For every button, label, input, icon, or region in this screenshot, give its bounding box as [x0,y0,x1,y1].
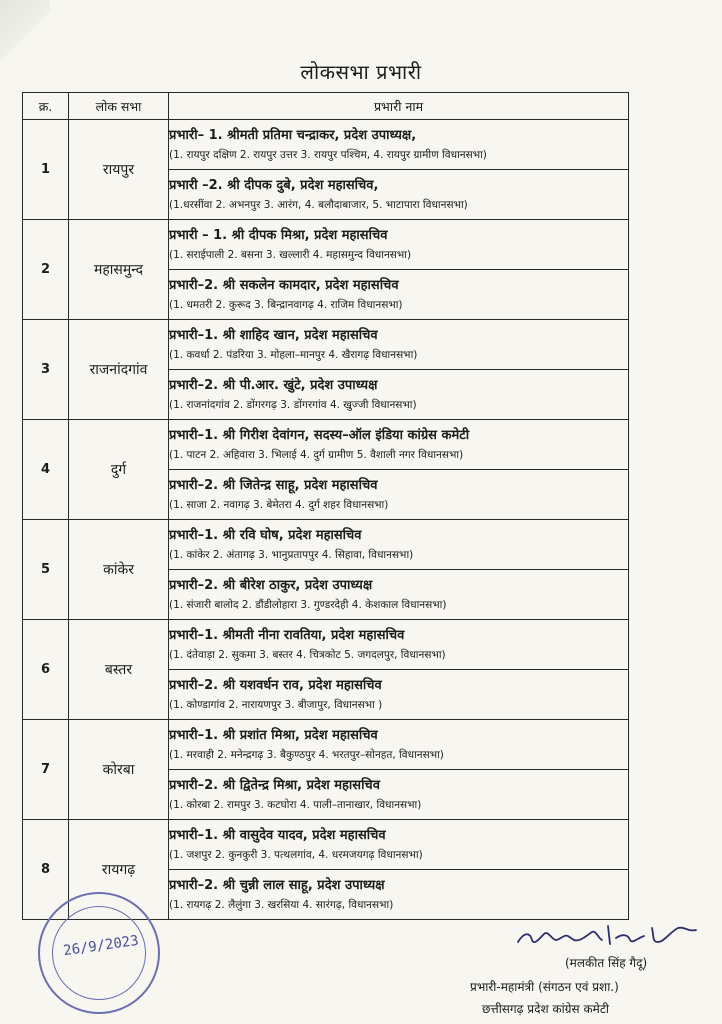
incharge-person: प्रभारी –2. श्री दीपक दुबे, प्रदेश महासचिव, [169,177,379,193]
incharge-person: प्रभारी – 1. श्री दीपक मिश्रा, प्रदेश महासचिव [169,227,388,243]
table-row [23,520,629,570]
header-loksabha: लोक सभा [69,93,169,120]
loksabha-name-cell: महासमुन्द [69,220,169,320]
signatory-organization: छत्तीसगढ़ प्रदेश कांग्रेस कमेटी [482,1002,609,1016]
incharge-person: प्रभारी–2. श्री यशवर्धन राव, प्रदेश महासचिव [169,677,382,693]
table-row [23,320,629,370]
incharge-entry-cell [169,620,629,670]
incharge-person: प्रभारी–2. श्री द्वितेन्द्र मिश्रा, प्रदेश महासचिव [169,777,380,793]
incharge-entry-cell [169,820,629,870]
page-title: लोकसभा प्रभारी [300,60,422,84]
assembly-constituencies: (1. कोण्डागांव 2. नारायणपुर 3. बीजापुर, विधानसभा ) [169,698,383,711]
assembly-constituencies: (1.धरसींवा 2. अभनपुर 3. आरंग, 4. बलौदाबाजार, 5. भाटापारा विधानसभा) [169,198,468,211]
incharge-person: प्रभारी–1. श्रीमती नीना रावतिया, प्रदेश महासचिव [169,627,405,643]
table-row [23,420,629,470]
incharge-person: प्रभारी–1. श्री गिरीश देवांगन, सदस्य–ऑल इंडिया कांग्रेस कमेटी [169,427,470,443]
loksabha-name-cell: रायगढ़ [69,820,169,920]
incharge-entry-cell [169,470,629,520]
table-row [23,220,629,270]
assembly-constituencies: (1. पाटन 2. अहिवारा 3. भिलाई 4. दुर्ग ग्रामीण 5. वैशाली नगर विधानसभा) [169,448,464,461]
incharge-entry-cell [169,720,629,770]
table-body [23,120,629,920]
assembly-constituencies: (1. संजारी बालोद 2. डौंडीलोहारा 3. गुण्डरदेही 4. केशकाल विधानसभा) [169,598,447,611]
serial-number-cell: 7 [23,720,69,820]
loksabha-incharge-table [22,92,629,920]
incharge-entry-cell [169,170,629,220]
loksabha-name-cell: रायपुर [69,120,169,220]
incharge-entry-cell [169,770,629,820]
incharge-entry-cell [169,320,629,370]
incharge-entry-cell [169,120,629,170]
assembly-constituencies: (1. धमतरी 2. कुरूद 3. बिन्द्रानवागढ़ 4. राजिम विधानसभा) [169,298,403,311]
incharge-person: प्रभारी–2. श्री बीरेश ठाकुर, प्रदेश उपाध्यक्ष [169,577,373,593]
header-serial: क्र. [23,93,69,120]
serial-number-cell: 1 [23,120,69,220]
assembly-constituencies: (1. राजनांदगांव 2. डोंगरगढ़ 3. डोंगरगांव 4. खुज्जी विधानसभा) [169,398,417,411]
assembly-constituencies: (1. दंतेवाड़ा 2. सुकमा 3. बस्तर 4. चित्रकोट 5. जगदलपुर, विधानसभा) [169,648,446,661]
incharge-person: प्रभारी–1. श्री रवि घोष, प्रदेश महासचिव [169,527,362,543]
assembly-constituencies: (1. सराईपाली 2. बसना 3. खल्लारी 4. महासमुन्द विधानसभा) [169,248,412,261]
loksabha-name-cell: कोरबा [69,720,169,820]
serial-number-cell: 4 [23,420,69,520]
table-row [23,620,629,670]
incharge-person: प्रभारी– 1. श्रीमती प्रतिमा चन्द्राकर, प्रदेश उपाध्यक्ष, [169,127,417,143]
incharge-person: प्रभारी–2. श्री पी.आर. खुंटे, प्रदेश उपाध्यक्ष [169,377,378,393]
incharge-person: प्रभारी–2. श्री चुन्नी लाल साहू, प्रदेश उपाध्यक्ष [169,877,385,893]
incharge-entry-cell [169,370,629,420]
serial-number-cell: 6 [23,620,69,720]
incharge-entry-cell [169,570,629,620]
serial-number-cell: 3 [23,320,69,420]
table-row [23,120,629,170]
incharge-entry-cell [169,870,629,920]
office-stamp [38,892,160,1014]
signatory-name: (मलकीत सिंह गैदू) [565,956,648,970]
assembly-constituencies: (1. रायपुर दक्षिण 2. रायपुर उत्तर 3. रायपुर पश्चिम, 4. रायपुर ग्रामीण विधानसभा) [169,148,487,161]
assembly-constituencies: (1. जशपुर 2. कुनकुरी 3. पत्थलगांव, 4. धरमजयगढ़ विधानसभा) [169,848,423,861]
table-row [23,720,629,770]
loksabha-name-cell: कांकेर [69,520,169,620]
incharge-person: प्रभारी–1. श्री शाहिद खान, प्रदेश महासचिव [169,327,378,343]
assembly-constituencies: (1. रायगढ़ 2. लैलुंगा 3. खरसिया 4. सारंगढ़, विधानसभा) [169,898,394,911]
loksabha-name-cell: बस्तर [69,620,169,720]
assembly-constituencies: (1. कोरबा 2. रामपुर 3. कटघोरा 4. पाली–तानाखार, विधानसभा) [169,798,422,811]
assembly-constituencies: (1. साजा 2. नवागढ़ 3. बेमेतरा 4. दुर्ग शहर विधानसभा) [169,498,389,511]
incharge-person: प्रभारी–2. श्री सकलेन कामदार, प्रदेश महासचिव [169,277,399,293]
incharge-entry-cell [169,420,629,470]
incharge-person: प्रभारी–1. श्री वासुदेव यादव, प्रदेश महासचिव [169,827,386,843]
assembly-constituencies: (1. कवर्धा 2. पंडरिया 3. मोहला–मानपुर 4. खैरागढ़ विधानसभा) [169,348,418,361]
loksabha-name-cell: राजनांदगांव [69,320,169,420]
handwritten-signature [512,918,702,952]
incharge-entry-cell [169,520,629,570]
table-row [23,820,629,870]
header-incharge-name: प्रभारी नाम [169,93,629,120]
loksabha-name-cell: दुर्ग [69,420,169,520]
incharge-entry-cell [169,270,629,320]
assembly-constituencies: (1. मरवाही 2. मनेन्द्रगढ़ 3. बैकुण्ठपुर 4. भरतपुर–सोनहत, विधानसभा) [169,748,444,761]
stamp-date: 26/9/2023 [62,932,140,960]
assembly-constituencies: (1. कांकेर 2. अंतागढ़ 3. भानुप्रतापपुर 4. सिहावा, विधानसभा) [169,548,414,561]
table-header-row [23,93,629,120]
incharge-person: प्रभारी–1. श्री प्रशांत मिश्रा, प्रदेश महासचिव [169,727,378,743]
signatory-post: प्रभारी-महामंत्री (संगठन एवं प्रशा.) [470,980,619,994]
serial-number-cell: 5 [23,520,69,620]
incharge-person: प्रभारी–2. श्री जितेन्द्र साहू, प्रदेश महासचिव [169,477,378,493]
serial-number-cell: 8 [23,820,69,920]
incharge-entry-cell [169,220,629,270]
incharge-entry-cell [169,670,629,720]
serial-number-cell: 2 [23,220,69,320]
